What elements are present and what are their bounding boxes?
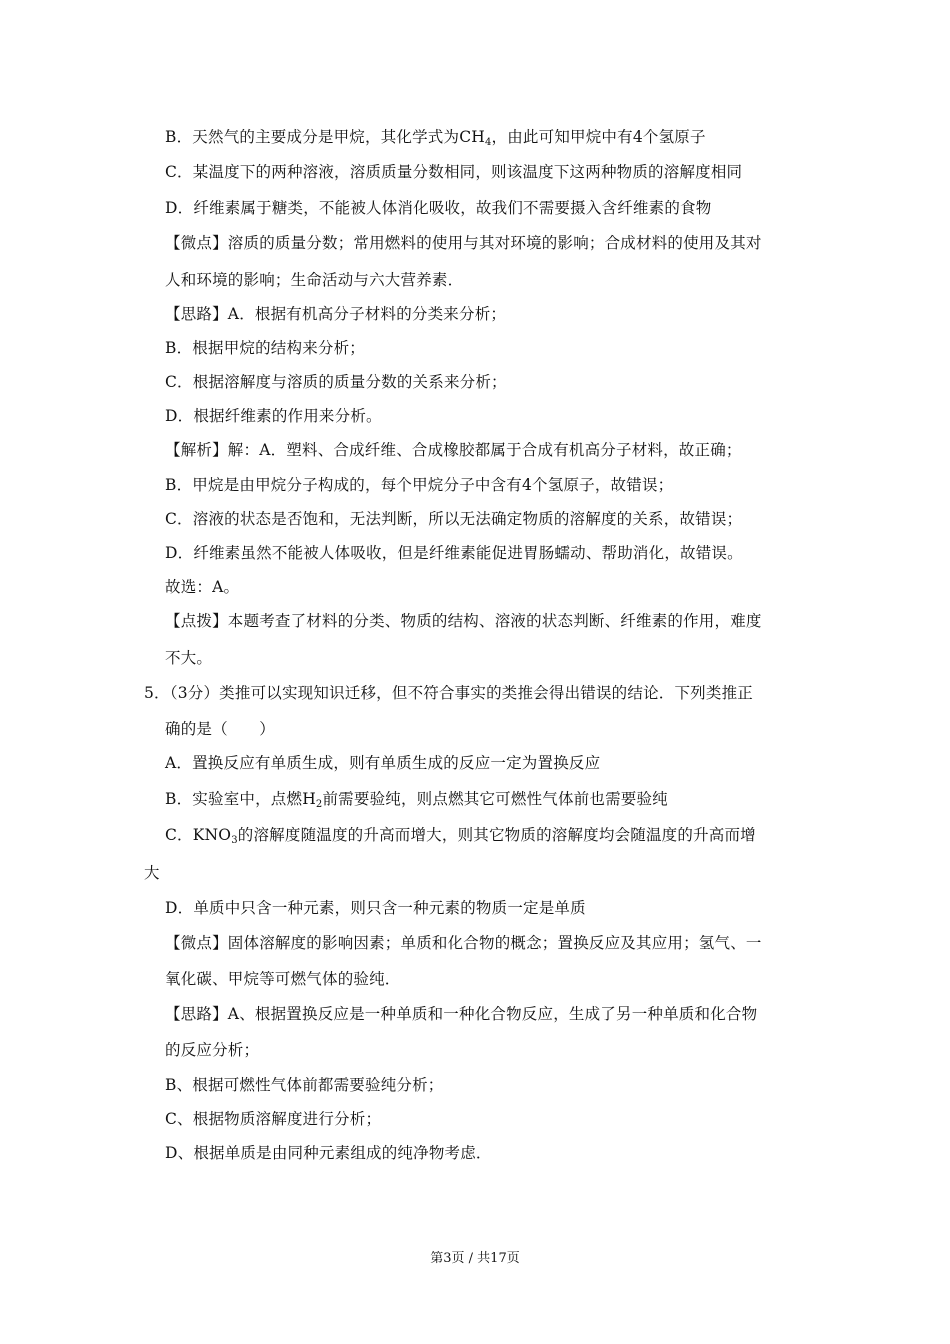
q5-approach-b: B、根据可燃性气体前都需要验纯分析；	[165, 1076, 444, 1094]
question-5-stem-line1: 5．（3分）类推可以实现知识迁移，但不符合事实的类推会得出错误的结论．下列类推正	[144, 684, 753, 702]
approach-b: B．根据甲烷的结构来分析；	[165, 339, 365, 357]
q5-approach-a-line2: 的反应分析；	[165, 1041, 260, 1059]
q5-option-b: B．实验室中，点燃$H_2$前需要验纯，则点燃其它可燃性气体前也需要验纯	[165, 790, 668, 810]
q5-option-a: A．置换反应有单质生成，则有单质生成的反应一定为置换反应	[165, 754, 601, 772]
analysis-a: 【解析】解：A．塑料、合成纤维、合成橡胶都属于合成有机高分子材料，故正确；	[165, 441, 742, 459]
option-c-solubility: C．某温度下的两种溶液，溶质质量分数相同，则该温度下这两种物质的溶解度相同	[165, 163, 743, 181]
answer: 故选：A。	[165, 578, 240, 596]
q5-option-c-line2: 大	[144, 864, 160, 882]
comment-line2: 不大。	[165, 649, 213, 667]
approach-c: C．根据溶解度与溶质的质量分数的关系来分析；	[165, 373, 507, 391]
q5-option-c-line1: C．$KNO_3$的溶解度随温度的升高而增大，则其它物质的溶解度均会随温度的升高而增	[165, 826, 756, 846]
analysis-c: C．溶液的状态是否饱和，无法判断，所以无法确定物质的溶解度的关系，故错误；	[165, 510, 743, 528]
analysis-d: D．纤维素虽然不能被人体吸收，但是纤维素能促进胃肠蠕动、帮助消化，故错误。	[165, 544, 743, 562]
comment-line1: 【点拨】本题考查了材料的分类、物质的结构、溶液的状态判断、纤维素的作用，难度	[165, 612, 762, 630]
q5-approach-c: C、根据物质溶解度进行分析；	[165, 1110, 382, 1128]
q5-knowledge-point-line1: 【微点】固体溶解度的影响因素；单质和化合物的概念；置换反应及其应用；氢气、一	[165, 934, 762, 952]
q5-approach-a-line1: 【思路】A、根据置换反应是一种单质和一种化合物反应，生成了另一种单质和化合物	[165, 1005, 758, 1023]
knowledge-point-line2: 人和环境的影响；生命活动与六大营养素．	[165, 271, 464, 289]
approach-a: 【思路】A．根据有机高分子材料的分类来分析；	[165, 305, 507, 323]
knowledge-point-line1: 【微点】溶质的质量分数；常用燃料的使用与其对环境的影响；合成材料的使用及其对	[165, 234, 762, 252]
page-footer: 第3页 / 共17页	[430, 1251, 520, 1266]
option-d-cellulose: D．纤维素属于糖类，不能被人体消化吸收，故我们不需要摄入含纤维素的食物	[165, 199, 712, 217]
q5-option-d: D．单质中只含一种元素，则只含一种元素的物质一定是单质	[165, 899, 586, 917]
question-5-stem-line2: 确的是（ ）	[165, 720, 275, 738]
q5-approach-d: D、根据单质是由同种元素组成的纯净物考虑．	[165, 1144, 492, 1162]
approach-d: D．根据纤维素的作用来分析。	[165, 407, 382, 425]
option-b-methane: B．天然气的主要成分是甲烷，其化学式为$CH_4$，由此可知甲烷中有4个氢原子	[165, 128, 706, 148]
analysis-b: B．甲烷是由甲烷分子构成的，每个甲烷分子中含有4个氢原子，故错误；	[165, 476, 674, 494]
q5-knowledge-point-line2: 氧化碳、甲烷等可燃气体的验纯．	[165, 970, 401, 988]
